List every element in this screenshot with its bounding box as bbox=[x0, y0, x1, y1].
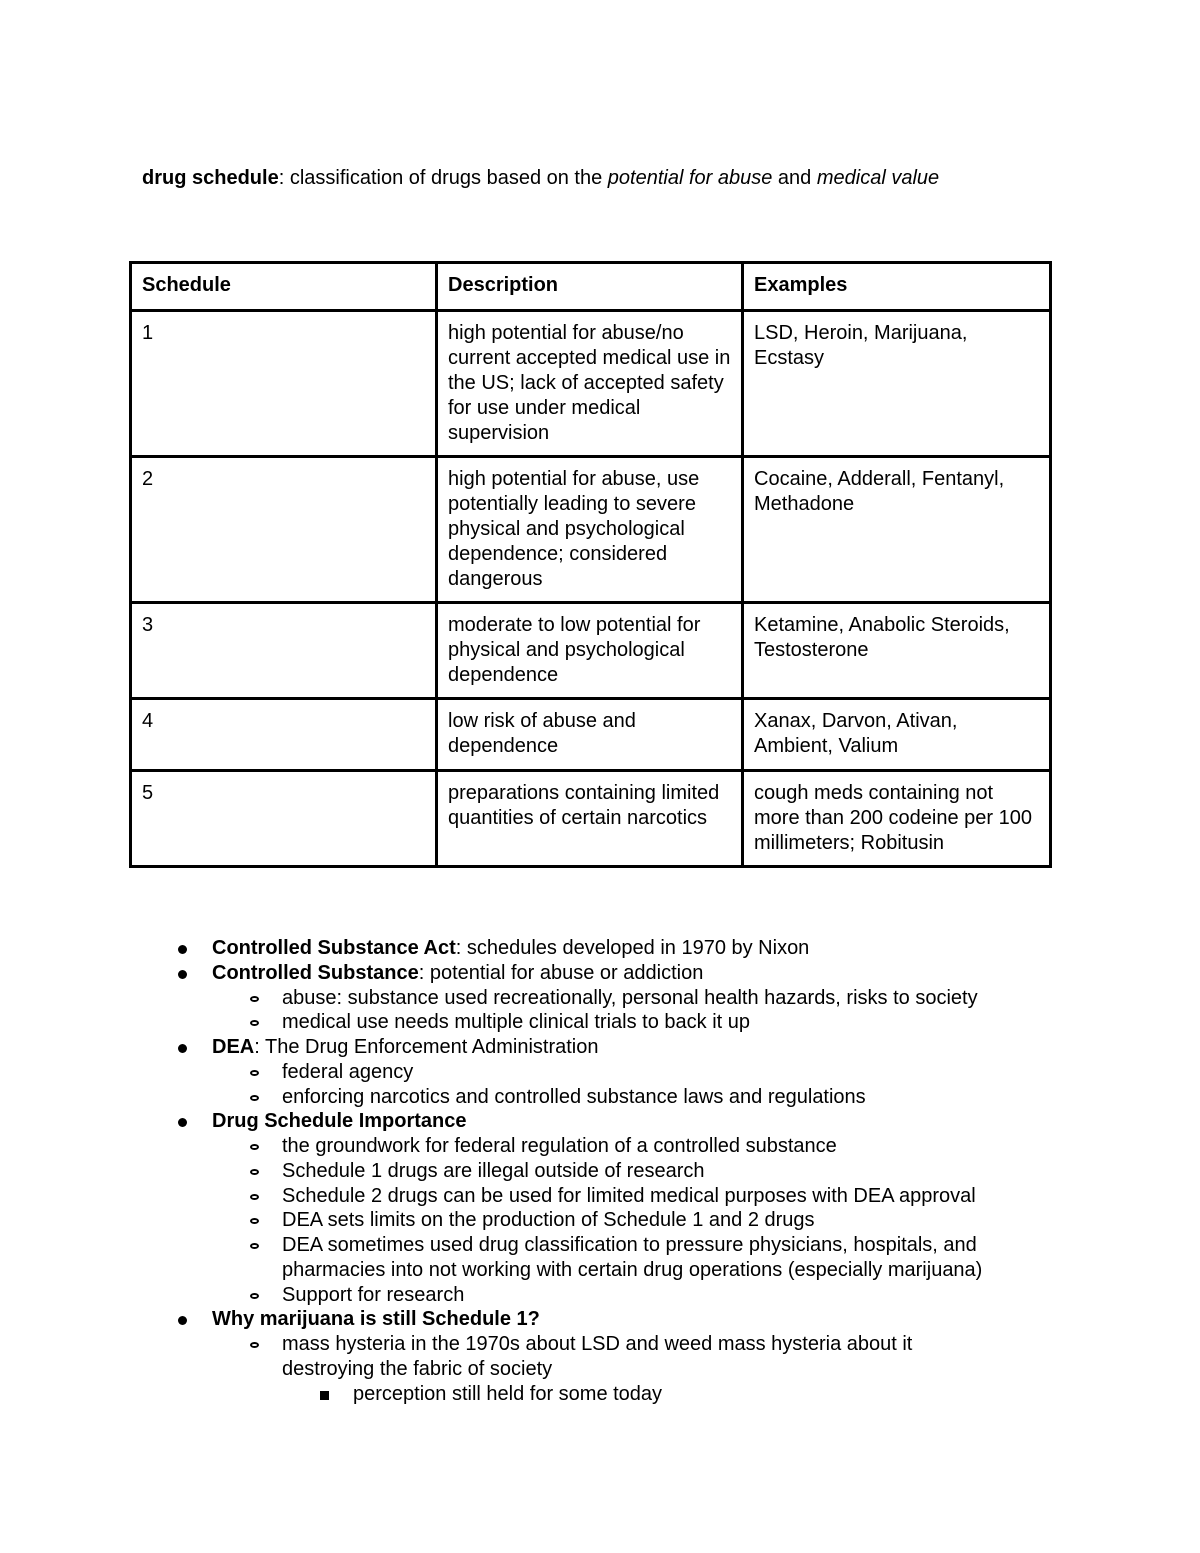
list-item-term: Controlled Substance bbox=[212, 961, 419, 984]
bullet-circle-icon bbox=[250, 1194, 259, 1200]
bullet-circle-icon bbox=[250, 1342, 259, 1348]
bullet-circle-icon bbox=[250, 1243, 259, 1249]
table-row bbox=[131, 603, 1051, 699]
bullet-dot-icon bbox=[178, 1044, 187, 1053]
bullet-dot-icon bbox=[178, 1316, 187, 1325]
bullet-circle-icon bbox=[250, 1218, 259, 1224]
list-item bbox=[282, 1159, 704, 1184]
description-cell: low risk of abuse and dependence bbox=[437, 699, 743, 771]
list-item-text: : The Drug Enforcement Administration bbox=[254, 1036, 599, 1058]
bullet-circle-icon bbox=[250, 1095, 259, 1101]
list-item bbox=[282, 1085, 866, 1110]
list-item bbox=[282, 1134, 837, 1159]
bullet-circle-icon bbox=[250, 996, 259, 1002]
examples-cell: LSD, Heroin, Marijuana, Ecstasy bbox=[743, 311, 1051, 457]
schedule-cell: 5 bbox=[131, 771, 437, 867]
table-header-row bbox=[131, 263, 1051, 311]
list-item-text: destroying the fabric of society bbox=[282, 1357, 553, 1380]
bullet-dot-icon bbox=[178, 1118, 187, 1127]
list-item-term: DEA bbox=[212, 1036, 255, 1058]
description-cell: high potential for abuse, use potentially leading to severe physical and psychological dependence; considered dangerous bbox=[437, 457, 743, 603]
description-cell: moderate to low potential for physical and psychological dependence bbox=[437, 603, 743, 699]
bullet-circle-icon bbox=[250, 1169, 259, 1175]
list-item-text: pharmacies into not working with certain drug operations (especially marijuana) bbox=[282, 1258, 983, 1281]
bullet-circle-icon bbox=[250, 1070, 259, 1076]
list-item bbox=[282, 1233, 977, 1258]
bullet-dot-icon bbox=[178, 945, 187, 954]
bullet-circle-icon bbox=[250, 1020, 259, 1026]
list-item bbox=[212, 936, 809, 961]
schedule-cell: 3 bbox=[131, 603, 437, 699]
examples-cell: Xanax, Darvon, Ativan, Ambient, Valium bbox=[743, 699, 1051, 771]
examples-cell: cough meds containing not more than 200 codeine per 100 millimeters; Robitusin bbox=[743, 771, 1051, 867]
examples-cell: Cocaine, Adderall, Fentanyl, Methadone bbox=[743, 457, 1051, 603]
definition-separator: : classification of drugs based on the bbox=[278, 167, 608, 189]
list-item bbox=[282, 1357, 552, 1382]
bullet-circle-icon bbox=[250, 1144, 259, 1150]
list-item-term: Drug Schedule Importance bbox=[212, 1110, 467, 1133]
examples-cell: Ketamine, Anabolic Steroids, Testosterone bbox=[743, 603, 1051, 699]
description-cell: preparations containing limited quantities of certain narcotics bbox=[437, 771, 743, 867]
definition-emphasis-2: medical value bbox=[816, 167, 940, 189]
list-item-text: Schedule 1 drugs are illegal outside of research bbox=[282, 1159, 705, 1182]
table-row bbox=[131, 311, 1051, 457]
list-item bbox=[282, 1184, 976, 1209]
bullet-circle-icon bbox=[250, 1293, 259, 1299]
table-row bbox=[131, 771, 1051, 867]
list-item-text: : potential for abuse or addiction bbox=[418, 961, 704, 984]
schedule-cell: 2 bbox=[131, 457, 437, 603]
list-item-text: medical use needs multiple clinical trials to back it up bbox=[282, 1011, 750, 1034]
bullet-dot-icon bbox=[178, 970, 187, 979]
drug-schedule-table bbox=[129, 261, 1052, 868]
list-item bbox=[282, 1332, 912, 1357]
schedule-cell: 4 bbox=[131, 699, 437, 771]
list-item bbox=[212, 1307, 540, 1332]
list-item bbox=[282, 1283, 464, 1308]
list-item-text: : schedules developed in 1970 by Nixon bbox=[455, 937, 810, 959]
bullet-square-icon bbox=[320, 1391, 329, 1400]
column-header-description: Description bbox=[437, 263, 743, 311]
list-item bbox=[353, 1382, 662, 1407]
definition-term: drug schedule bbox=[142, 167, 279, 189]
table-row bbox=[131, 699, 1051, 771]
description-cell: high potential for abuse/no current accepted medical use in the US; lack of accepted safety for use under medical supervision bbox=[437, 311, 743, 457]
list-item-text: federal agency bbox=[282, 1060, 414, 1083]
list-item bbox=[282, 1258, 982, 1283]
list-item-text: the groundwork for federal regulation of a controlled substance bbox=[282, 1135, 837, 1157]
list-item bbox=[212, 1035, 598, 1060]
schedule-cell: 1 bbox=[131, 311, 437, 457]
list-item-text: enforcing narcotics and controlled substance laws and regulations bbox=[282, 1085, 866, 1108]
list-item bbox=[282, 1060, 413, 1085]
list-item-text: DEA sets limits on the production of Schedule 1 and 2 drugs bbox=[282, 1209, 815, 1232]
list-item-text: Support for research bbox=[282, 1283, 465, 1306]
definition-conjunction: and bbox=[772, 167, 817, 189]
list-item bbox=[282, 1010, 750, 1035]
list-item-text: perception still held for some today bbox=[353, 1382, 663, 1405]
definition-line bbox=[142, 165, 939, 191]
list-item bbox=[282, 986, 978, 1011]
list-item-text: abuse: substance used recreationally, personal health hazards, risks to society bbox=[282, 986, 978, 1009]
list-item-text: mass hysteria in the 1970s about LSD and weed mass hysteria about it bbox=[282, 1333, 913, 1355]
list-item-term: Controlled Substance Act bbox=[212, 937, 456, 959]
table-row bbox=[131, 457, 1051, 603]
column-header-schedule: Schedule bbox=[131, 263, 437, 311]
column-header-examples: Examples bbox=[743, 263, 1051, 311]
list-item bbox=[282, 1208, 815, 1233]
list-item-text: DEA sometimes used drug classification to pressure physicians, hospitals, and bbox=[282, 1234, 977, 1256]
list-item-term: Why marijuana is still Schedule 1? bbox=[212, 1308, 540, 1331]
list-item bbox=[212, 961, 703, 986]
definition-emphasis-1: potential for abuse bbox=[607, 167, 773, 189]
list-item bbox=[212, 1109, 467, 1134]
list-item-text: Schedule 2 drugs can be used for limited medical purposes with DEA approval bbox=[282, 1184, 976, 1207]
